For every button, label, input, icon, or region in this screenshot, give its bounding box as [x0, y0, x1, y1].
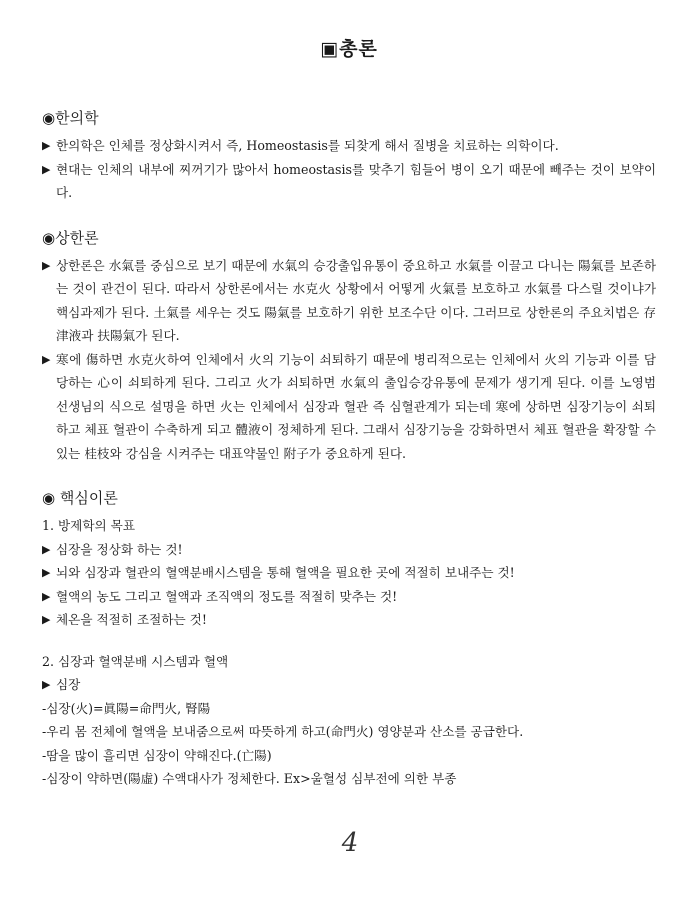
list-item-text: 혈액의 농도 그리고 혈액과 조직액의 정도를 적절히 맞추는 것!	[56, 588, 398, 604]
heart-list	[42, 673, 656, 697]
section-heading-sanghan: ◉상한론	[42, 228, 99, 247]
bullet-arrow-icon: ▶	[42, 542, 51, 556]
subheading-goals: 1. 방제학의 목표	[42, 518, 136, 533]
section-sanghan	[42, 227, 656, 466]
paragraph-text: 현대는 인체의 내부에 찌꺼기가 많아서 homeostasis를 맞추기 힘들어 병이 오기 때문에 빼주는 것이 보약이다.	[56, 161, 656, 200]
heart-line: -심장(火)=眞陽=命門火, 腎陽	[42, 700, 211, 716]
bullet-arrow-icon: ▶	[42, 566, 51, 579]
subheading-heart-system: 2. 심장과 혈액분배 시스템과 혈액	[42, 653, 229, 669]
list-item	[42, 561, 656, 585]
section-heading-hanui: ◉한의학	[42, 109, 99, 127]
bullet-paragraph	[42, 134, 656, 158]
bullet-arrow-icon: ▶	[42, 678, 51, 691]
bullet-arrow-icon: ▶	[42, 162, 51, 176]
list-item-text: 심장을 정상화 하는 것!	[56, 541, 183, 557]
list-item	[42, 673, 656, 697]
bullet-paragraph	[42, 254, 656, 348]
page-title: ▣총론	[320, 38, 378, 60]
section-hanui	[42, 107, 656, 205]
section-core-theory	[42, 487, 656, 791]
section-heading-core: ◉ 핵심이론	[42, 489, 118, 507]
list-item-text: 체온을 적절히 조절하는 것!	[56, 612, 207, 627]
bullet-arrow-icon: ▶	[42, 258, 51, 272]
list-item	[42, 585, 656, 609]
bullet-paragraph	[42, 158, 656, 205]
heart-line: -땀을 많이 흘리면 심장이 약해진다.(亡陽)	[42, 747, 272, 763]
bullet-arrow-icon: ▶	[42, 589, 51, 603]
bullet-arrow-icon: ▶	[42, 139, 51, 152]
heart-line: -심장이 약하면(陽虛) 수액대사가 정체한다. Ex>울혈성 심부전에 의한 부종	[42, 771, 457, 786]
page-number: 4	[341, 828, 359, 858]
list-item-text: 뇌와 심장과 혈관의 혈액분배시스템을 통해 혈액을 필요한 곳에 적절히 보내주는 것!	[56, 565, 515, 580]
bullet-paragraph	[42, 348, 656, 466]
list-item	[42, 538, 656, 562]
list-item	[42, 608, 656, 632]
bullet-arrow-icon: ▶	[42, 352, 51, 366]
list-item-text: 심장	[56, 677, 81, 692]
spacer	[42, 632, 656, 650]
goals-list	[42, 538, 656, 632]
bullet-arrow-icon: ▶	[42, 613, 51, 626]
heart-line: -우리 몸 전체에 혈액을 보내줌으로써 따뜻하게 하고(命門火) 영양분과 산소를 공급한다.	[42, 724, 524, 739]
paragraph-text: 寒에 傷하면 水克火하여 인체에서 火의 기능이 쇠퇴하기 때문에 병리적으로는 인체에서 火의 기능과 이를 담당하는 心이 쇠퇴하게 된다. 그리고 火가 쇠퇴하면 水氣의 출입승강유통에 문제가 생기게 된다. 이를 노영범 선생님의 식으로 설명을 하면 火는 인체에서 심장과 혈관 즉 심혈관계가 되는데 寒에 상하면 심장기능이 쇠퇴하고 체표 혈관이 수축하게 되고 體液이 정체하게 된다. 그래서 심장기능을 강화하면서 체표 혈관을 확장할 수 있는 桂枝와 강심을 시켜주는 대표약물인 附子가 중요하게 된다.	[56, 351, 656, 461]
paragraph-text: 상한론은 水氣를 중심으로 보기 때문에 水氣의 승강출입유통이 중요하고 水氣를 이끌고 다니는 陽氣를 보존하는 것이 관건이 된다. 따라서 상한론에서는 水克火 상황에서 어떻게 火氣를 보호하고 水氣를 다스릴 것이냐가 핵심과제가 된다. 土氣를 세우는 것도 陽氣를 보호하기 위한 보조수단 이다. 그러므로 상한론의 주요치법은 存津液과 扶陽氣가 된다.	[56, 257, 656, 343]
paragraph-text: 한의학은 인체를 정상화시켜서 즉, Homeostasis를 되찾게 해서 질병을 치료하는 의학이다.	[56, 138, 559, 153]
